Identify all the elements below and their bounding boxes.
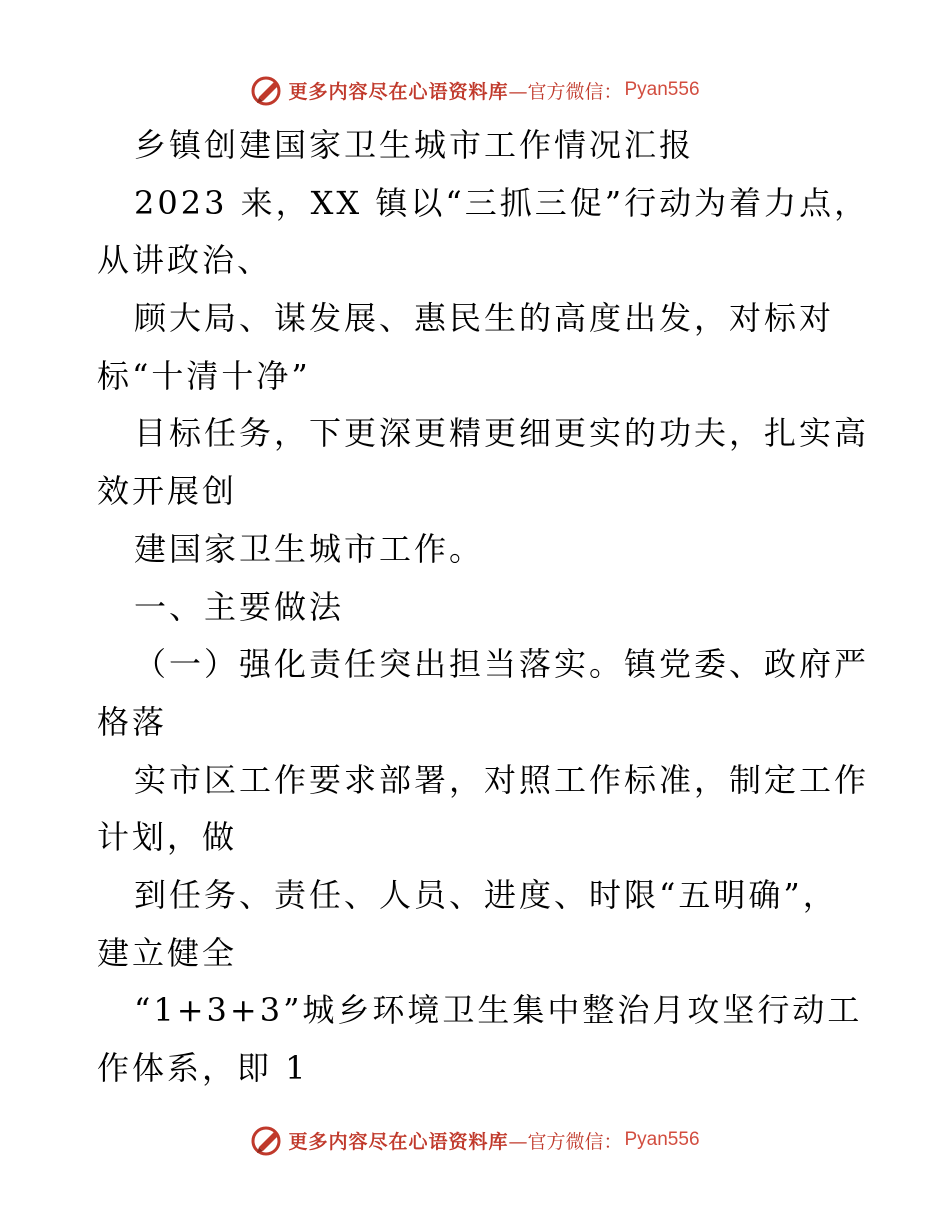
pen-logo-icon: [250, 1123, 284, 1157]
text-line: 从讲政治、: [97, 241, 273, 280]
header-watermark-banner: [0, 70, 950, 110]
banner-sub-text: —官方微信：: [508, 80, 623, 103]
text-line: 效开展创: [97, 472, 238, 511]
text-line: 目标任务，下更深更精更细更实的功夫，扎实高: [134, 414, 870, 453]
banner-wechat-id: Pyan556: [624, 79, 700, 100]
banner-wechat-id: Pyan556: [624, 1129, 700, 1150]
document-title: 乡镇创建国家卫生城市工作情况汇报: [134, 126, 695, 164]
text-line: 标“十清十净”: [97, 356, 311, 395]
text-line: 建国家卫生城市工作。: [134, 529, 485, 568]
text-line: 建立健全: [97, 933, 238, 972]
section-heading: 一、主要做法: [134, 587, 345, 626]
banner-main-text: 更多内容尽在心语资料库: [288, 1130, 509, 1153]
banner-sub-text: —官方微信：: [508, 1130, 623, 1153]
text-line: 2023 来，XX 镇以“三抓三促”行动为着力点，: [134, 183, 870, 222]
text-line: 作体系，即 1: [97, 1049, 309, 1087]
document-body: [97, 117, 870, 1098]
text-line: 实市区工作要求部署，对照工作标准，制定工作: [134, 760, 870, 799]
text-line: 顾大局、谋发展、惠民生的高度出发，对标对: [134, 299, 835, 338]
subsection-heading: （一）强化责任突出担当落实。镇党委、政府严: [134, 645, 870, 684]
text-line: 计划，做: [97, 818, 238, 857]
footer-watermark-banner: [0, 1120, 950, 1160]
text-line: “1+3+3”城乡环境卫生集中整治月攻坚行动工: [134, 991, 863, 1030]
pen-logo-icon: [250, 73, 284, 107]
banner-main-text: 更多内容尽在心语资料库: [288, 80, 509, 103]
text-line: 格落: [97, 702, 168, 741]
text-line: 到任务、责任、人员、进度、时限“五明确”，: [134, 875, 838, 914]
